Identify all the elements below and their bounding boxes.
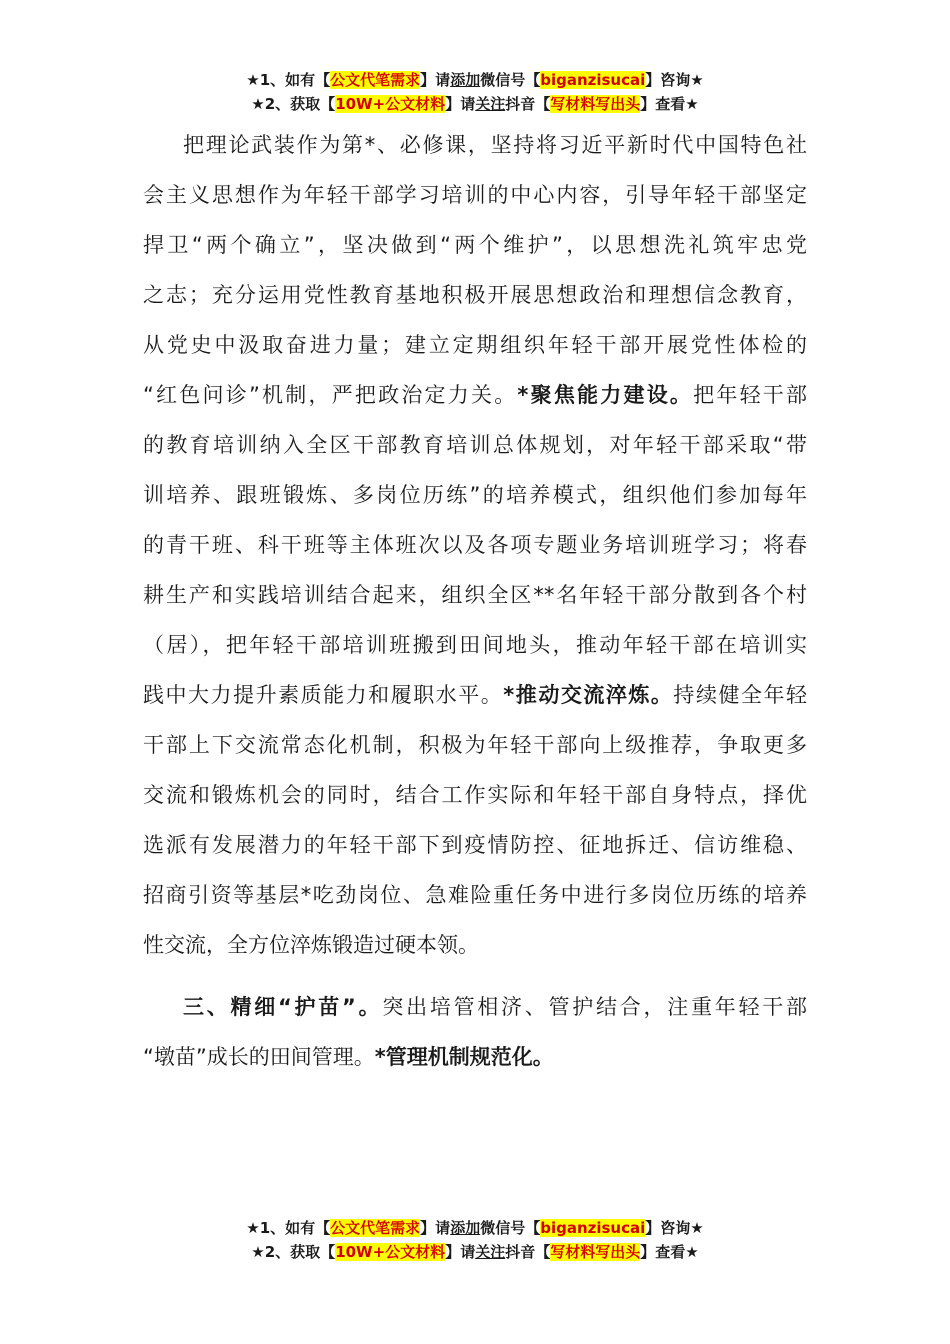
text-line: 之志；充分运用党性教育基地积极开展思想政治和理想信念教育， <box>143 283 807 307</box>
banner-highlight: 10W+公文材料 <box>335 95 446 113</box>
text-line: 的教育培训纳入全区干部教育培训总体规划，对年轻干部采取“带 <box>143 433 807 457</box>
document-body <box>143 120 807 1082</box>
paragraph <box>143 982 807 1082</box>
text-line: 会主义思想作为年轻干部学习培训的中心内容，引导年轻干部坚定 <box>143 183 807 207</box>
top-banner <box>0 68 950 116</box>
paragraph <box>143 120 807 970</box>
text-line: 耕生产和实践培训结合起来，组织全区**名年轻干部分散到各个村 <box>143 583 807 607</box>
banner-highlight: biganzisucai <box>540 71 646 89</box>
section-heading: *推动交流淬炼。 <box>503 683 674 707</box>
banner-highlight: 公文代笔需求 <box>330 71 421 89</box>
text-line: 从党史中汲取奋进力量；建立定期组织年轻干部开展党性体检的 <box>143 333 807 357</box>
banner-highlight: 写材料写出头 <box>550 1243 641 1261</box>
banner-line-2: ★2、获取【10W+公文材料】请关注抖音【写材料写出头】查看★ <box>251 95 699 113</box>
banner-highlight: biganzisucai <box>540 1219 646 1237</box>
banner-highlight: 写材料写出头 <box>550 95 641 113</box>
banner-highlight: 10W+公文材料 <box>335 1243 446 1261</box>
banner-highlight: 公文代笔需求 <box>330 1219 421 1237</box>
text-line: 捍卫“两个确立”，坚决做到“两个维护”，以思想洗礼筑牢忠党 <box>143 233 807 257</box>
text-line: 交流和锻炼机会的同时，结合工作实际和年轻干部自身特点，择优 <box>143 783 807 807</box>
text-line: （居），把年轻干部培训班搬到田间地头，推动年轻干部在培训实 <box>143 633 807 657</box>
text-line: 三、精细“护苗”。突出培管相济、管护结合，注重年轻干部 <box>183 995 808 1019</box>
text-line: 选派有发展潜力的年轻干部下到疫情防控、征地拆迁、信访维稳、 <box>143 833 807 857</box>
text-line: 干部上下交流常态化机制，积极为年轻干部向上级推荐，争取更多 <box>143 733 807 757</box>
text-line: 性交流，全方位淬炼锻造过硬本领。 <box>143 933 479 957</box>
banner-line-1: ★1、如有【公文代笔需求】请添加微信号【biganzisucai】咨询★ <box>246 1219 704 1237</box>
text-line: “红色问诊”机制，严把政治定力关。*聚焦能力建设。把年轻干部 <box>143 383 808 407</box>
banner-line-2: ★2、获取【10W+公文材料】请关注抖音【写材料写出头】查看★ <box>251 1243 699 1261</box>
text-line: 践中大力提升素质能力和履职水平。*推动交流淬炼。持续健全年轻 <box>143 683 808 707</box>
text-line: 训培养、跟班锻炼、多岗位历练”的培养模式，组织他们参加每年 <box>143 483 807 507</box>
text-line: 的青干班、科干班等主体班次以及各项专题业务培训班学习；将春 <box>143 533 807 557</box>
text-line: 招商引资等基层*吃劲岗位、急难险重任务中进行多岗位历练的培养 <box>143 883 807 907</box>
bottom-banner <box>0 1216 950 1264</box>
text-line: “墩苗”成长的田间管理。*管理机制规范化。 <box>143 1045 554 1069</box>
chapter-heading: 三、精细“护苗”。 <box>183 995 383 1019</box>
text-line: 把理论武装作为第*、必修课，坚持将习近平新时代中国特色社 <box>183 133 807 157</box>
section-heading: *管理机制规范化。 <box>374 1045 554 1069</box>
banner-line-1: ★1、如有【公文代笔需求】请添加微信号【biganzisucai】咨询★ <box>246 71 704 89</box>
section-heading: *聚焦能力建设。 <box>517 383 694 407</box>
